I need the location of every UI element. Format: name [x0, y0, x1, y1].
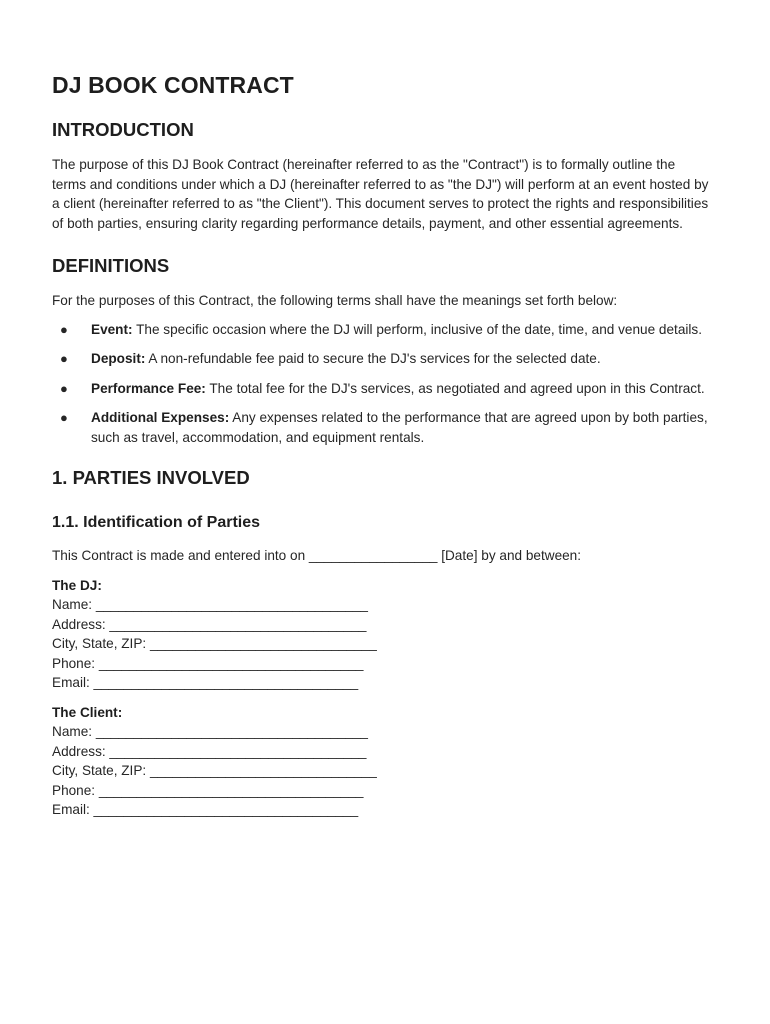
bullet-icon: ●: [60, 351, 68, 366]
dj-details: [52, 576, 710, 693]
identification-heading: 1.1. Identification of Parties: [52, 514, 261, 531]
bullet-icon: ●: [60, 410, 68, 425]
contract-date-line: This Contract is made and entered into on _________________ [Date] by and between:: [52, 548, 582, 563]
dj-city-field[interactable]: City, State, ZIP: ______________________________: [52, 636, 377, 651]
client-address-field[interactable]: Address: __________________________________: [52, 743, 367, 759]
definition-term: Additional Expenses:: [91, 410, 230, 425]
definition-term: Performance Fee:: [91, 380, 206, 396]
client-name-field[interactable]: Name: ____________________________________: [52, 724, 368, 739]
definition-text: A non-refundable fee paid to secure the DJ's services for the selected date.: [145, 351, 601, 366]
definition-term: Event:: [91, 321, 133, 337]
client-details: [52, 703, 710, 820]
definition-item-performance-fee: [52, 379, 710, 399]
definition-text: The specific occasion where the DJ will perform, inclusive of the date, time, and venue details.: [132, 321, 703, 337]
client-phone-field[interactable]: Phone: ___________________________________: [52, 782, 364, 798]
definitions-heading: DEFINITIONS: [52, 255, 170, 276]
client-city-field[interactable]: City, State, ZIP: ______________________________: [52, 763, 377, 778]
introduction-heading: INTRODUCTION: [52, 119, 194, 140]
definition-text: The total fee for the DJ's services, as negotiated and agreed upon in this Contract.: [205, 380, 705, 396]
definition-text: Any expenses related to the performance that are agreed upon by both parties, such as travel, accommodation, and equipment rentals.: [91, 410, 708, 445]
dj-phone-field[interactable]: Phone: ___________________________________: [52, 655, 364, 671]
dj-name-field[interactable]: Name: ____________________________________: [52, 597, 368, 612]
dj-address-field[interactable]: Address: __________________________________: [52, 616, 367, 632]
parties-heading: 1. PARTIES INVOLVED: [52, 467, 250, 488]
definitions-list: [52, 320, 710, 448]
definitions-lead: For the purposes of this Contract, the following terms shall have the meanings set forth below:: [52, 293, 618, 308]
definition-item-additional-expenses: [52, 408, 710, 447]
definition-item-deposit: [52, 349, 710, 369]
definition-term: Deposit:: [91, 351, 146, 366]
dj-email-field[interactable]: Email: ___________________________________: [52, 675, 359, 690]
dj-label: The DJ:: [52, 577, 102, 593]
document-title: DJ BOOK CONTRACT: [52, 72, 294, 98]
introduction-text: The purpose of this DJ Book Contract (hereinafter referred to as the "Contract") is to formally outline the terms and conditions under which a DJ (hereinafter referred to as "the DJ") will perform at an event hosted by a client (hereinafter referred to as "the Client"). This document serves to protect the rights and responsibilities of both parties, ensuring clarity regarding performance details, payment, and other essential agreements.: [52, 157, 709, 231]
bullet-icon: ●: [60, 321, 68, 337]
definition-item-event: [52, 320, 710, 340]
client-email-field[interactable]: Email: ___________________________________: [52, 802, 359, 817]
client-label: The Client:: [52, 704, 123, 720]
bullet-icon: ●: [60, 380, 68, 396]
